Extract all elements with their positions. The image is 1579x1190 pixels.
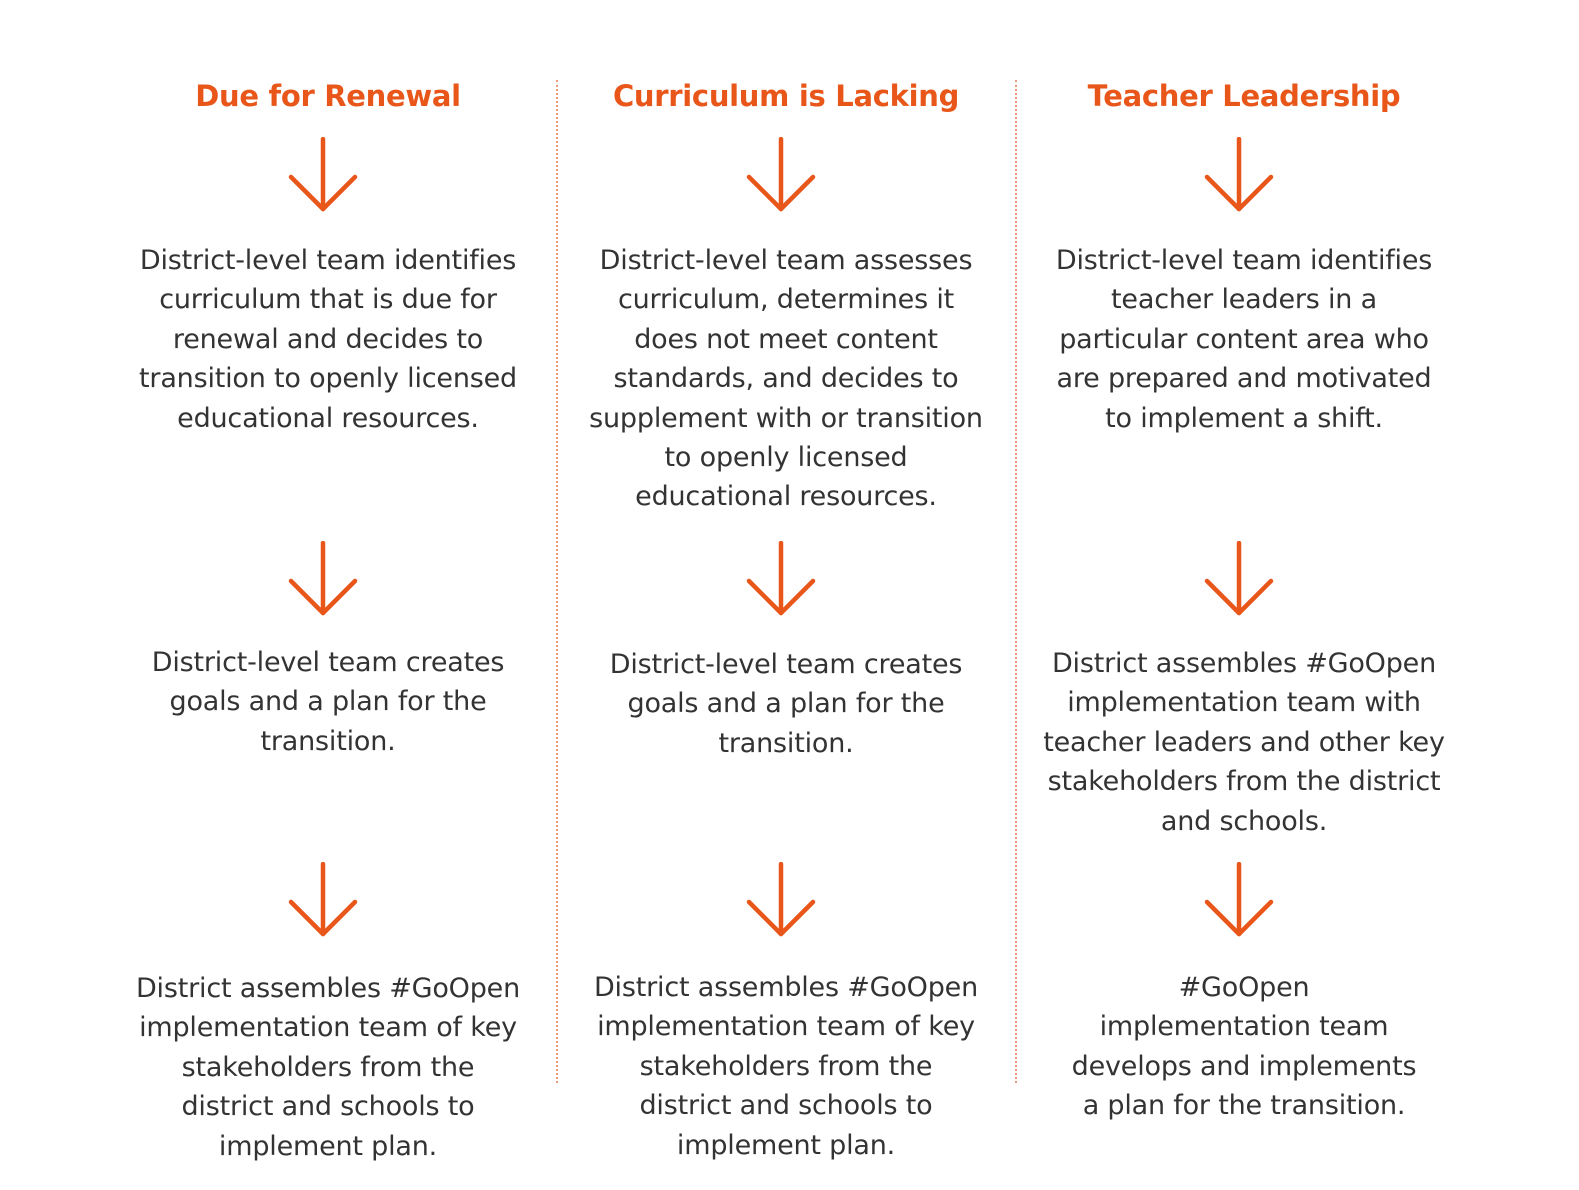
flow-step: District assembles #GoOpen implementation team with teacher leaders and other key stakeholders from the district and schools. [1043, 648, 1445, 837]
column-heading: Curriculum is Lacking [612, 79, 960, 113]
column-curriculum-is-lacking [576, 0, 996, 1190]
down-arrow-icon [288, 862, 358, 938]
down-arrow-icon [746, 541, 816, 617]
flow-step: District assembles #GoOpen implementation team of key stakeholders from the district and schools to implement plan. [593, 972, 979, 1161]
down-arrow-icon [1204, 541, 1274, 617]
flow-step: District-level team identifies curriculum that is due for renewal and decides to transition to openly licensed educational resources. [139, 245, 517, 434]
flow-step: #GoOpen implementation team develops and implements a plan for the transition. [1071, 972, 1417, 1122]
flow-step: District-level team identifies teacher leaders in a particular content area who are prepared and motivated to implement a shift. [1055, 245, 1433, 434]
column-heading: Due for Renewal [195, 79, 461, 113]
down-arrow-icon [1204, 137, 1274, 213]
flow-step: District assembles #GoOpen implementation team of key stakeholders from the district and schools to implement plan. [135, 973, 521, 1162]
column-heading: Teacher Leadership [1087, 79, 1401, 113]
down-arrow-icon [746, 862, 816, 938]
column-divider [556, 80, 558, 1083]
down-arrow-icon [288, 137, 358, 213]
flow-step: District-level team creates goals and a plan for the transition. [609, 649, 963, 759]
flow-step: District-level team assesses curriculum, determines it does not meet content standards, and decides to supplement with or transition to openly licensed educational resources. [589, 245, 983, 513]
column-divider [1015, 80, 1017, 1083]
flow-step: District-level team creates goals and a plan for the transition. [151, 647, 505, 757]
column-due-for-renewal [118, 0, 538, 1190]
down-arrow-icon [1204, 862, 1274, 938]
down-arrow-icon [746, 137, 816, 213]
column-teacher-leadership [1034, 0, 1454, 1190]
down-arrow-icon [288, 541, 358, 617]
